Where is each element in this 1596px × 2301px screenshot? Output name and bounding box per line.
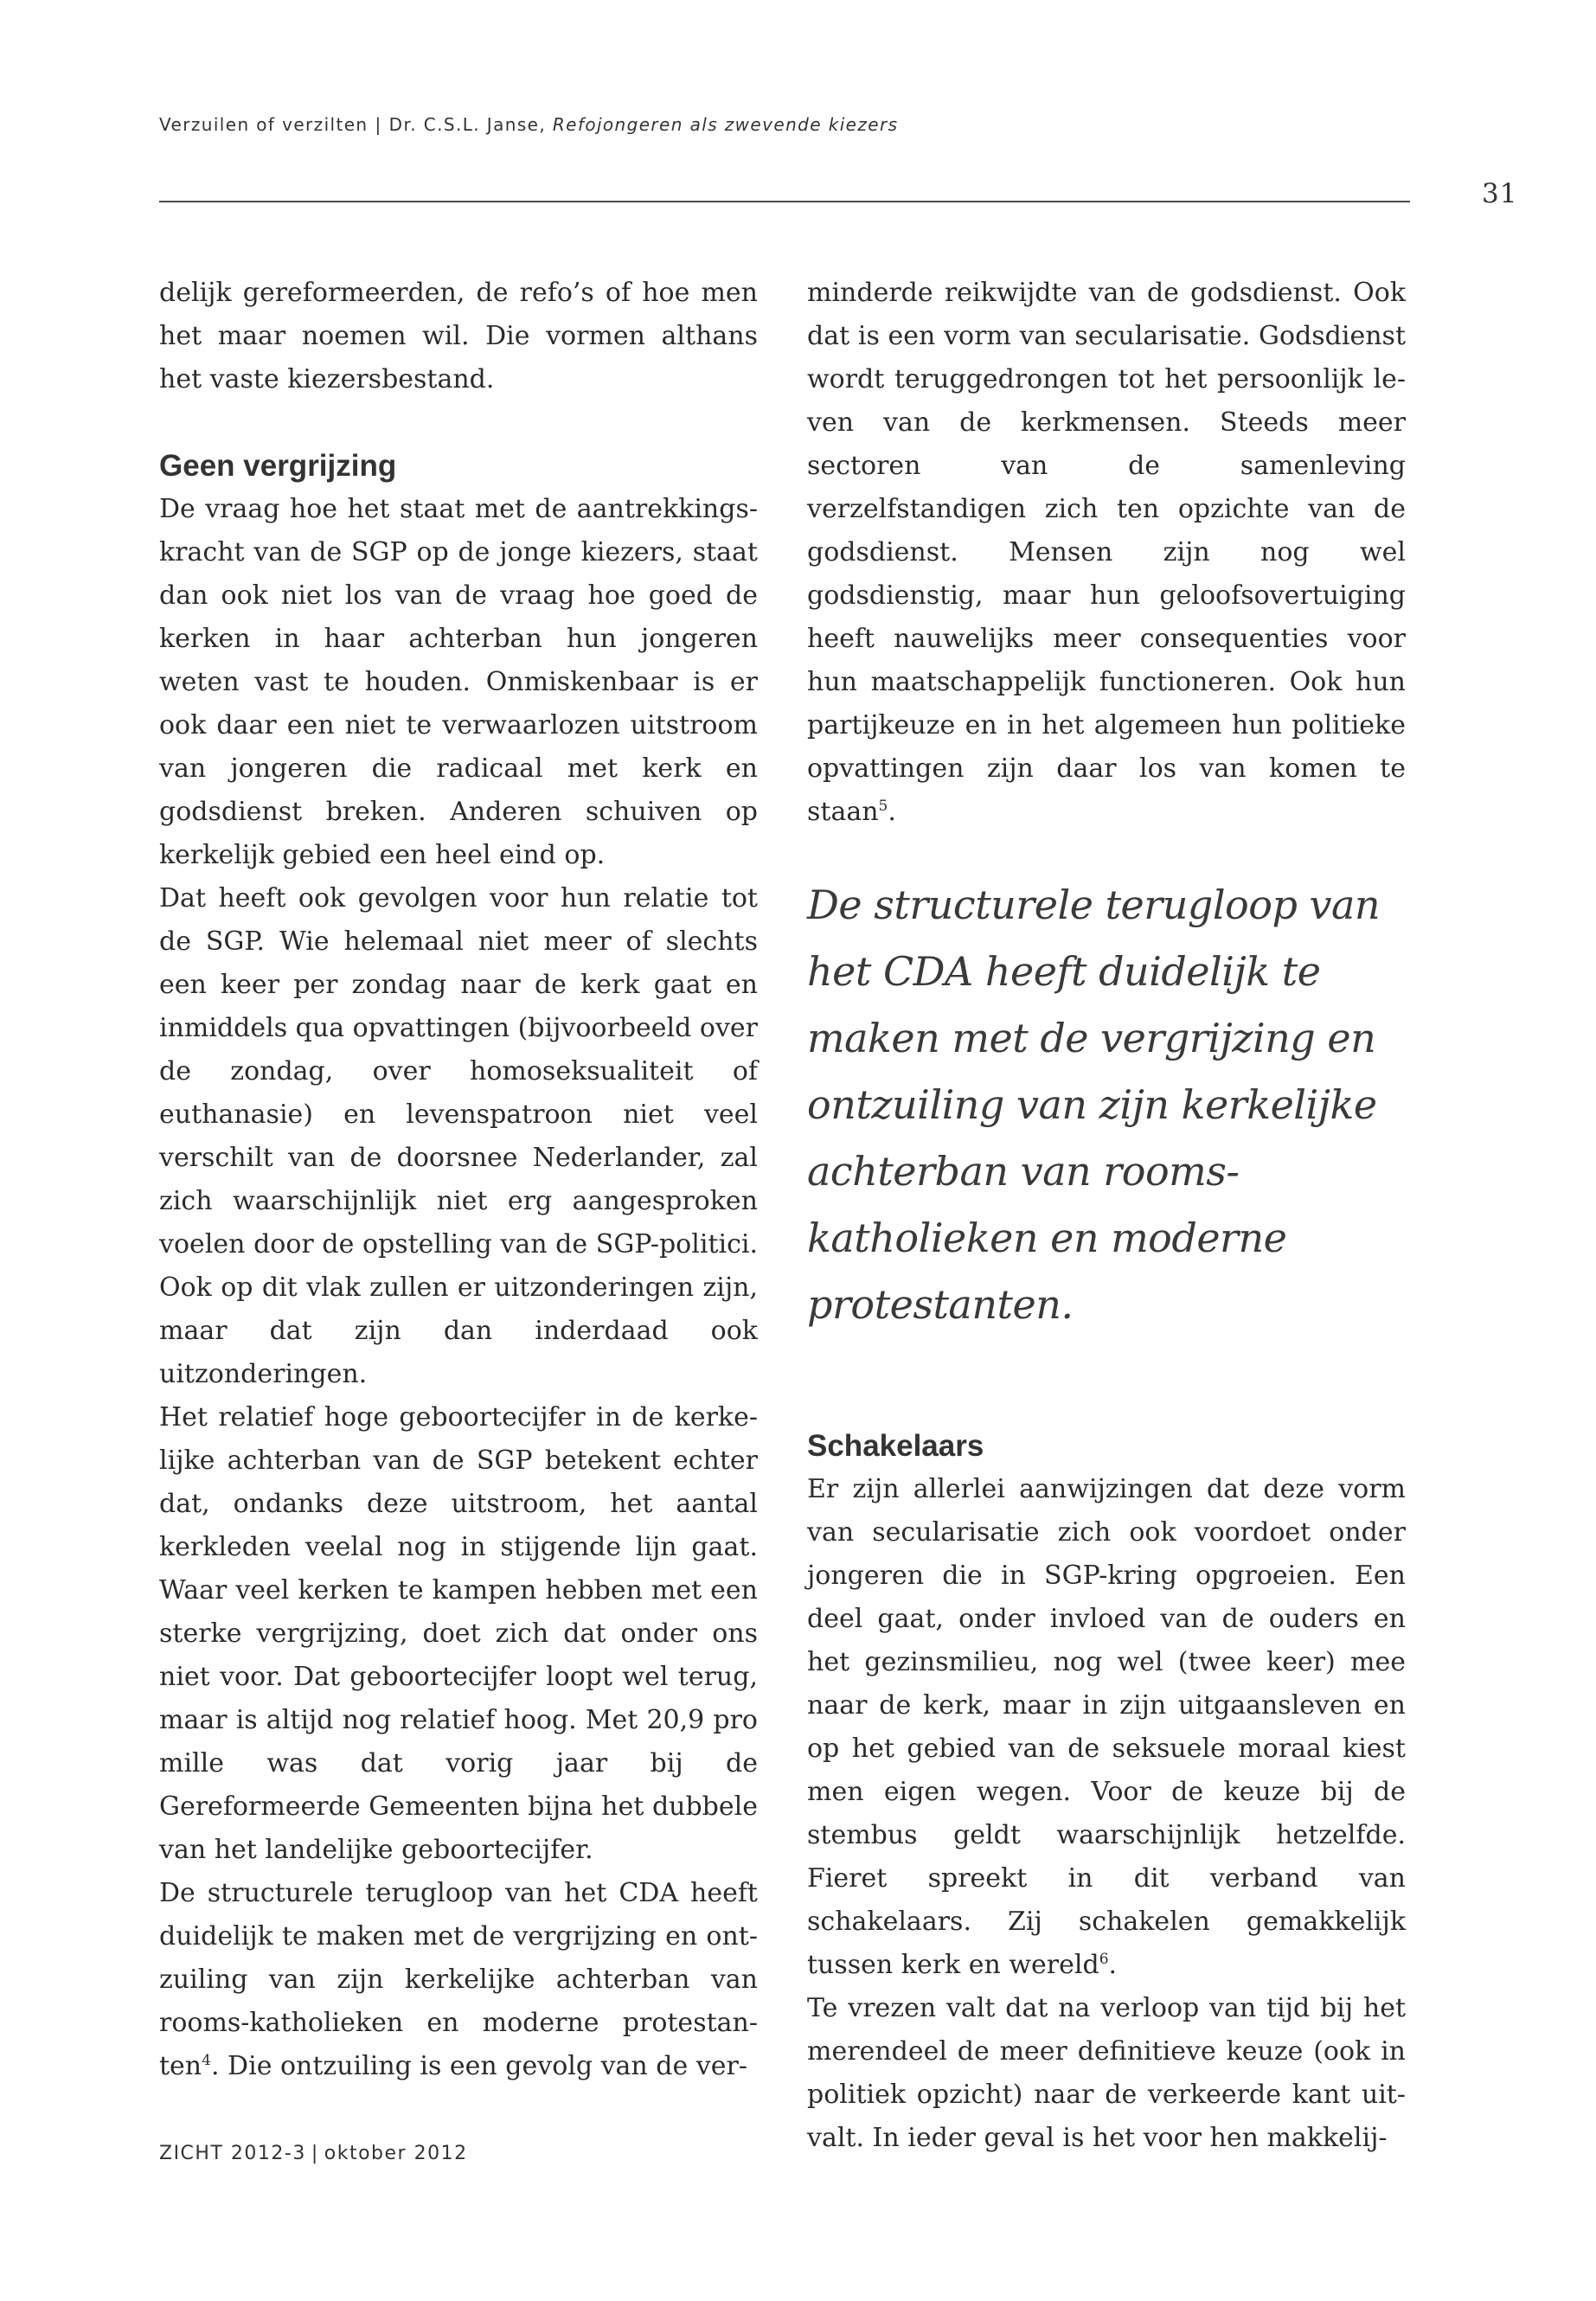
footer-publication: ZICHT 2012-3 [159, 2143, 306, 2164]
footnote-ref-5[interactable]: 5 [878, 798, 888, 815]
page-number: 31 [1482, 178, 1518, 209]
left-paragraph-1: De vraag hoe het staat met de aantrekkingskracht van de SGP op de jonge kiezers, staat dan ook niet los van de vraag hoe goed de kerken in haar achterban hun jongeren weten vast te houden. Onmiskenbaar is er ook daar een niet te verwaarlozen uitstroom van jongeren die radicaal met kerk en godsdienst breken. Anderen schuiven op kerkelijk gebied een heel eind op. [159, 494, 758, 870]
left-paragraph-4 [159, 1872, 758, 2088]
right-paragraph-1-text: minderde reikwijdte van de godsdienst. Ook dat is een vorm van secularisatie. Godsdienst wordt teruggedrongen tot het persoonlijk leven van de kerkmensen. Steeds meer sectoren van de samenleving verzelfstandigen zich ten opzichte van de godsdienst. Mensen zijn nog wel godsdienstig, maar hun geloofsovertuiging heeft nauwelijks meer consequenties voor hun maatschappelijk functioneren. Ook hun partijkeuze en in het algemeen hun politieke opvattingen zijn daar los van komen te staan [807, 278, 1406, 827]
left-paragraph-4-text: De structurele terugloop van het CDA heeft duidelijk te maken met de vergrijzing en ontzuiling van zijn kerkelijke achterban van rooms-katholieken en moderne protestanten [159, 1878, 758, 2081]
right-paragraph-2 [807, 1468, 1406, 1987]
left-intro-paragraph: delijk gereformeerden, de refo’s of hoe men het maar noemen wil. Die vormen althans het vaste kiezersbestand. [159, 278, 758, 394]
footer-separator: | [311, 2143, 319, 2164]
pull-quote: De structurele terugloop van het CDA heeft duidelijk te maken met de vergrijzing en ontzuiling van zijn kerkelijke achterban van rooms-katholieken en moderne protestanten. [807, 881, 1381, 1328]
running-head-separator: | [375, 114, 382, 135]
right-column [807, 272, 1406, 2160]
running-head-article-title: Refojongeren als zwevende kiezers [552, 114, 899, 135]
left-paragraph-3: Het relatief hoge geboortecijfer in de kerkelijke achterban van de SGP betekent echter dat, ondanks deze uitstroom, het aantal kerkleden veelal nog in stijgende lijn gaat. Waar veel kerken te kampen hebben met een sterke vergrijzing, doet zich dat onder ons niet voor. Dat geboortecijfer loopt wel terug, maar is altijd nog relatief hoog. Met 20,9 pro mille was dat vorig jaar bij de Gereformeerde Gemeenten bijna het dubbele van het landelijke geboortecijfer. [159, 1402, 758, 1865]
spacer [807, 1338, 1406, 1425]
footnote-ref-4[interactable]: 4 [202, 2052, 211, 2069]
footnote-ref-6[interactable]: 6 [1099, 1951, 1109, 1968]
running-head [159, 114, 898, 135]
right-paragraph-1-end: . [888, 797, 896, 827]
left-column [159, 272, 758, 2088]
right-paragraph-3: Te vrezen valt dat na verloop van tijd bij het merendeel de meer definitieve keuze (ook in politiek opzicht) naar de verkeerde kant uitvalt. In ieder geval is het voor hen makkelij- [807, 1993, 1406, 2153]
running-head-section: Verzuilen of verzilten [159, 114, 369, 135]
footer-date: oktober 2012 [324, 2143, 468, 2164]
right-paragraph-2-end: . [1108, 1950, 1118, 1980]
heading-schakelaars: Schakelaars [807, 1429, 984, 1463]
right-paragraph-2-text: Er zijn allerlei aanwijzingen dat deze vorm van secularisatie zich ook voordoet onder jongeren die in SGP-kring opgroeien. Een deel gaat, onder invloed van de ouders en het gezinsmilieu, nog wel (twee keer) mee naar de kerk, maar in zijn uitgaansleven en op het gebied van de seksuele moraal kiest men eigen wegen. Voor de keuze bij de stembus geldt waarschijnlijk hetzelfde. Fieret spreekt in dit verband van schakelaars. Zij schakelen gemakkelijk tussen kerk en wereld [807, 1474, 1406, 1980]
header-rule [159, 201, 1410, 202]
running-head-author: Dr. C.S.L. Janse, [388, 114, 547, 135]
footer [159, 2143, 468, 2164]
left-paragraph-2: Dat heeft ook gevolgen voor hun relatie tot de SGP. Wie helemaal niet meer of slechts een keer per zondag naar de kerk gaat en inmiddels qua opvattingen (bijvoorbeeld over de zondag, over homoseksualiteit of euthanasie) en levenspatroon niet veel verschilt van de doorsnee Nederlander, zal zich waarschijnlijk niet erg aangesproken voelen door de opstelling van de SGP-politici. Ook op dit vlak zullen er uitzonderingen zijn, maar dat zijn dan inderdaad ook uitzonderingen. [159, 883, 758, 1389]
heading-geen-vergrijzing: Geen vergrijzing [159, 449, 397, 483]
left-paragraph-4-end: . Die ontzuiling is een gevolg van de ver- [210, 2051, 747, 2081]
right-paragraph-1 [807, 272, 1406, 834]
spacer [159, 401, 758, 445]
